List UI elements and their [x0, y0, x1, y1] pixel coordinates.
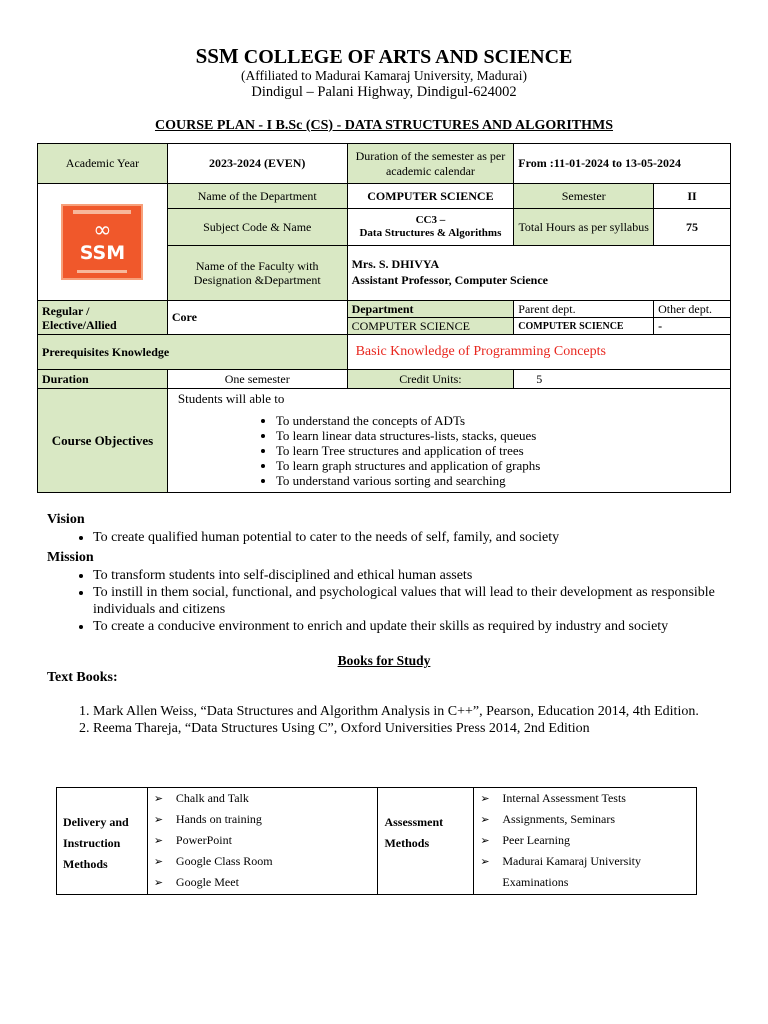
list-item: Examinations: [502, 875, 569, 889]
assessment-methods-list: [474, 788, 696, 893]
regular-elective-label: Regular / Elective/Allied: [38, 301, 168, 335]
subject-name: Data Structures & Algorithms: [359, 227, 502, 239]
academic-year-label: Academic Year: [38, 144, 168, 184]
infinity-icon: ∞: [93, 218, 112, 243]
list-item: ➢ Assignments, Seminars: [480, 809, 696, 830]
vision-heading: Vision: [47, 512, 85, 527]
list-item: ➢ Chalk and Talk: [154, 788, 378, 809]
subject-code: CC3 –: [415, 214, 446, 226]
objectives-list: [178, 413, 730, 488]
list-item: • To understand various sorting and searching: [276, 473, 730, 488]
list-item: • To transform students into self-disciplined and ethical human assets: [93, 567, 727, 584]
regular-elective-value: Core: [167, 301, 347, 335]
list-item: • To learn graph structures and application of graphs: [276, 458, 730, 473]
affiliation-line: (Affiliated to Madurai Kamaraj University, Madurai): [240, 68, 528, 83]
list-item: • To learn linear data structures-lists, stacks, queues: [276, 428, 730, 443]
college-ssm: SSM: [195, 44, 239, 68]
address-line: Dindigul – Palani Highway, Dindigul-624002: [251, 84, 517, 100]
department-col-label: Department: [347, 301, 514, 318]
vision-list: [47, 529, 727, 546]
mission-section: [47, 548, 727, 635]
academic-year-value: 2023-2024 (EVEN): [167, 144, 347, 184]
college-title: [0, 44, 768, 69]
mission-list: [47, 567, 727, 635]
list-item: ➢ Internal Assessment Tests: [480, 788, 696, 809]
course-objectives-label: Course Objectives: [38, 389, 168, 493]
credit-units-label: Credit Units:: [347, 370, 514, 389]
other-dept-label: Other dept.: [654, 301, 731, 318]
text-books-heading: Text Books:: [47, 670, 118, 685]
college-logo: [61, 204, 143, 280]
faculty-designation: Assistant Professor, Computer Science: [351, 273, 548, 287]
semester-value: II: [654, 184, 731, 209]
list-item: • To learn Tree structures and application of trees: [276, 443, 730, 458]
credit-units-value: 5: [514, 370, 731, 389]
mission-heading: Mission: [47, 550, 94, 565]
prerequisites-value: Basic Knowledge of Programming Concepts: [347, 335, 730, 370]
methods-table: [56, 787, 697, 895]
course-plan-table: [37, 143, 731, 493]
duration-value: One semester: [167, 370, 347, 389]
list-item: 1. Mark Allen Weiss, “Data Structures and Algorithm Analysis in C++”, Pearson, Education 2014, 4th Edition.: [93, 703, 768, 720]
list-item: • To create a conducive environment to enrich and update their skills as required by industry and society: [93, 618, 727, 635]
assessment-methods-label: Assessment Methods: [378, 788, 474, 895]
parent-dept-label: Parent dept.: [514, 301, 654, 318]
prerequisites-label: Prerequisites Knowledge: [38, 335, 348, 370]
department-label: Name of the Department: [167, 184, 347, 209]
objectives-intro: Students will able to: [177, 391, 285, 406]
delivery-methods-list: [148, 788, 378, 893]
books-heading: Books for Study: [337, 653, 431, 668]
delivery-methods-label: Delivery and Instruction Methods: [57, 788, 148, 895]
list-item: 2. Reema Thareja, “Data Structures Using C”, Oxford Universities Press 2014, 2nd Edition: [93, 720, 768, 737]
faculty-name: Mrs. S. DHIVYA: [351, 257, 440, 271]
list-item: ➢ Madurai Kamaraj University: [480, 851, 696, 872]
logo-cell: [38, 184, 168, 301]
delivery-methods-cell: [147, 788, 378, 895]
parent-dept-value: COMPUTER SCIENCE: [514, 318, 654, 335]
logo-text: SSM: [79, 242, 126, 264]
list-item: ➢ Google Meet: [154, 872, 378, 893]
text-books-list: [47, 703, 768, 737]
department-value: COMPUTER SCIENCE: [347, 184, 514, 209]
semester-duration-label: Duration of the semester as per academic calendar: [347, 144, 514, 184]
total-hours-value: 75: [654, 209, 731, 246]
list-item: ➢ Peer Learning: [480, 830, 696, 851]
list-item: ➢ Google Class Room: [154, 851, 378, 872]
total-hours-label: Total Hours as per syllabus: [514, 209, 654, 246]
course-plan-title: COURSE PLAN - I B.Sc (CS) - DATA STRUCTURES AND ALGORITHMS: [154, 118, 614, 133]
assessment-methods-cell: [474, 788, 697, 895]
list-item: ➢ PowerPoint: [154, 830, 378, 851]
list-item: ➢ Hands on training: [154, 809, 378, 830]
course-objectives-cell: [167, 389, 730, 493]
other-dept-value: -: [654, 318, 731, 335]
semester-label: Semester: [514, 184, 654, 209]
list-item: • To create qualified human potential to cater to the needs of self, family, and society: [93, 529, 727, 546]
duration-label: Duration: [38, 370, 168, 389]
faculty-label: Name of the Faculty with Designation &Department: [167, 246, 347, 301]
subject-value: [347, 209, 514, 246]
list-item: • To understand the concepts of ADTs: [276, 413, 730, 428]
semester-duration-value: From :11-01-2024 to 13-05-2024: [514, 144, 731, 184]
list-item: • To instill in them social, functional, and psychological values that will lead to their development as responsible individuals and citizens: [93, 584, 727, 618]
department-col-value: COMPUTER SCIENCE: [347, 318, 514, 335]
college-name: COLLEGE OF ARTS AND SCIENCE: [243, 46, 573, 68]
subject-label: Subject Code & Name: [167, 209, 347, 246]
vision-section: [47, 510, 727, 546]
faculty-value: [347, 246, 730, 301]
